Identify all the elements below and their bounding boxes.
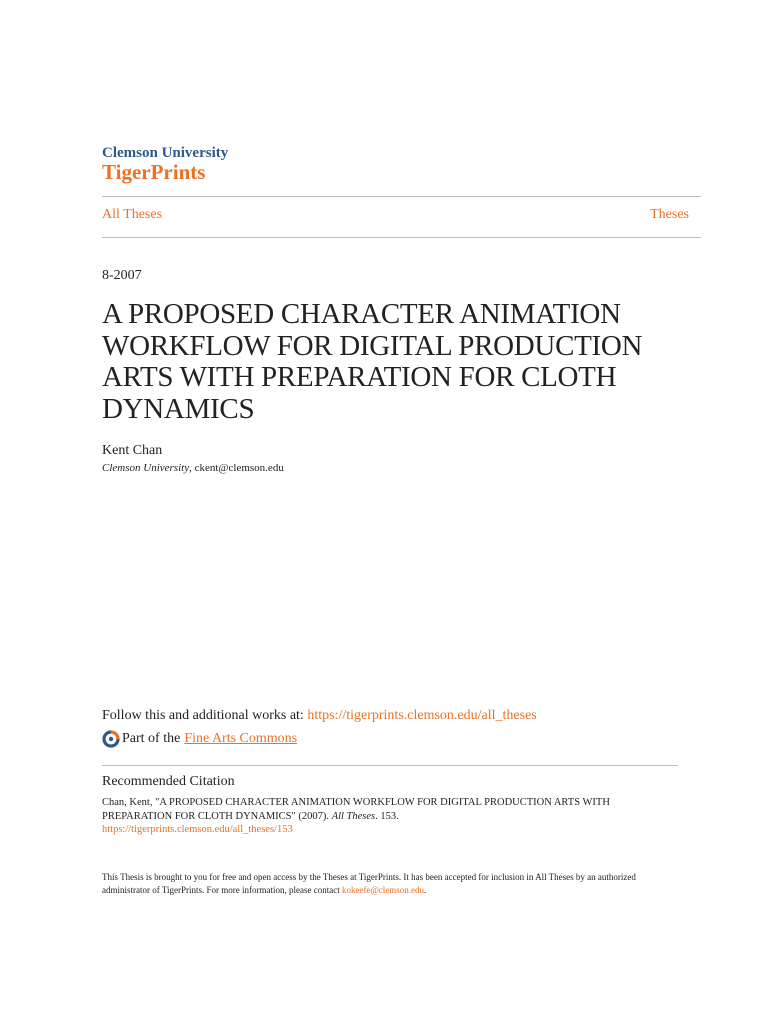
network-commons-icon — [102, 730, 120, 748]
top-divider — [102, 196, 701, 197]
university-name: Clemson University — [102, 145, 229, 161]
affiliation-institution: Clemson University — [102, 462, 190, 474]
contact-email-link[interactable]: kokeefe@clemson.edu — [341, 885, 424, 895]
access-notice-text: This Thesis is brought to you for free and open access by the Theses at TigerPrints. It has been accepted for inclusion in All Theses by an authorized administrator of TigerPrints. For more information, please contact — [102, 872, 636, 895]
all-theses-link[interactable]: All Theses — [102, 207, 163, 222]
paper-title: A PROPOSED CHARACTER ANIMATION WORKFLOW FOR DIGITAL PRODUCTION ARTS WITH PREPARATION FOR CLOTH DYNAMICS — [102, 298, 643, 425]
follow-prefix: Follow this and additional works at: — [102, 708, 308, 723]
recommended-citation-heading: Recommended Citation — [102, 774, 235, 789]
citation-text — [102, 796, 682, 837]
citation-divider — [102, 765, 678, 766]
fine-arts-commons-link[interactable]: Fine Arts Commons — [184, 731, 298, 746]
publication-date: 8-2007 — [102, 268, 142, 283]
follow-url-link[interactable]: https://tigerprints.clemson.edu/all_theses — [307, 708, 537, 723]
theses-link[interactable]: Theses — [650, 207, 689, 222]
part-of-prefix: Part of the — [122, 731, 181, 746]
citation-series: All Theses — [331, 810, 376, 822]
author-name: Kent Chan — [102, 443, 163, 458]
access-notice-end: . — [423, 885, 427, 895]
citation-prefix: Chan, Kent, "A PROPOSED CHARACTER ANIMATION WORKFLOW FOR DIGITAL PRODUCTION ARTS WITH PREPARATION FOR CLOTH DYNAMICS" (2007). — [102, 797, 610, 822]
part-of-line — [102, 730, 297, 748]
citation-url-link[interactable]: https://tigerprints.clemson.edu/all_theses/153 — [102, 824, 293, 835]
nav-divider — [102, 237, 701, 238]
citation-suffix: . 153. — [375, 810, 399, 822]
follow-line — [102, 708, 537, 724]
access-notice — [102, 871, 682, 897]
repository-link[interactable]: TigerPrints — [102, 160, 206, 184]
author-affiliation — [102, 462, 284, 474]
affiliation-email: , ckent@clemson.edu — [189, 462, 284, 474]
